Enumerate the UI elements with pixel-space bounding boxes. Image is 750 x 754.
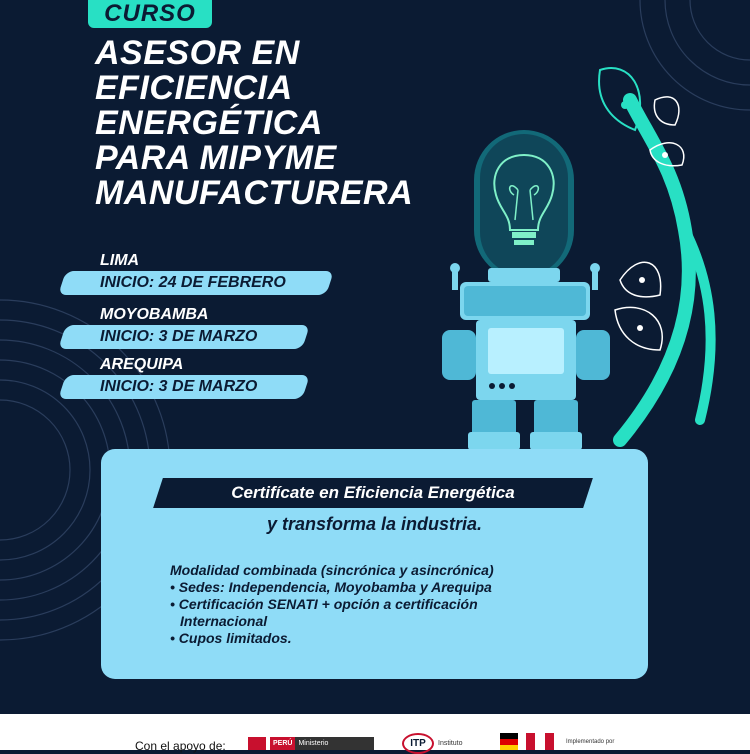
city-lima: LIMA xyxy=(100,252,140,269)
institute-logo xyxy=(402,733,463,754)
detail-line: Internacional xyxy=(180,613,268,629)
footer-bar xyxy=(0,714,750,750)
institute-mark-icon: ITP xyxy=(402,733,434,754)
detail-line: • Cupos limitados. xyxy=(170,630,292,646)
ministry-logo xyxy=(248,737,374,750)
title-line: PARA MIPYME xyxy=(95,139,337,177)
certification-banner-text: Certifícate en Eficiencia Energética xyxy=(231,483,515,502)
peru-label: PERÚ xyxy=(270,737,295,750)
start-date-arequipa: INICIO: 3 DE MARZO xyxy=(100,378,258,395)
lightbulb-robot-illustration xyxy=(430,120,620,455)
peru-flag-icon xyxy=(248,737,266,750)
detail-line: • Certificación SENATI + opción a certificación xyxy=(170,596,478,612)
course-details xyxy=(170,562,620,647)
title-line: ENERGÉTICA xyxy=(95,104,323,142)
flags-icon xyxy=(500,733,556,750)
course-badge-label: CURSO xyxy=(104,0,196,27)
title-line: MANUFACTURERA xyxy=(95,174,414,212)
city-arequipa: AREQUIPA xyxy=(100,356,184,373)
tagline: y transforma la industria. xyxy=(266,514,483,534)
ministerio-label: Ministerio xyxy=(295,737,374,750)
start-date-lima: INICIO: 24 DE FEBRERO xyxy=(100,274,286,291)
detail-line: • Sedes: Independencia, Moyobamba y Arequipa xyxy=(170,579,492,595)
cooperation-logo xyxy=(500,733,614,750)
implemented-by-label: Implementado por xyxy=(566,738,615,745)
title-line: ASESOR EN xyxy=(95,34,300,72)
start-date-moyobamba: INICIO: 3 DE MARZO xyxy=(100,328,258,345)
support-label: Con el apoyo de: xyxy=(135,739,226,753)
detail-line: Modalidad combinada (sincrónica y asincrónica) xyxy=(170,562,494,578)
city-moyobamba: MOYOBAMBA xyxy=(100,306,209,323)
course-badge xyxy=(88,0,212,28)
title-line: EFICIENCIA xyxy=(95,69,293,107)
institute-label: Instituto xyxy=(438,740,463,747)
course-title xyxy=(95,36,475,211)
